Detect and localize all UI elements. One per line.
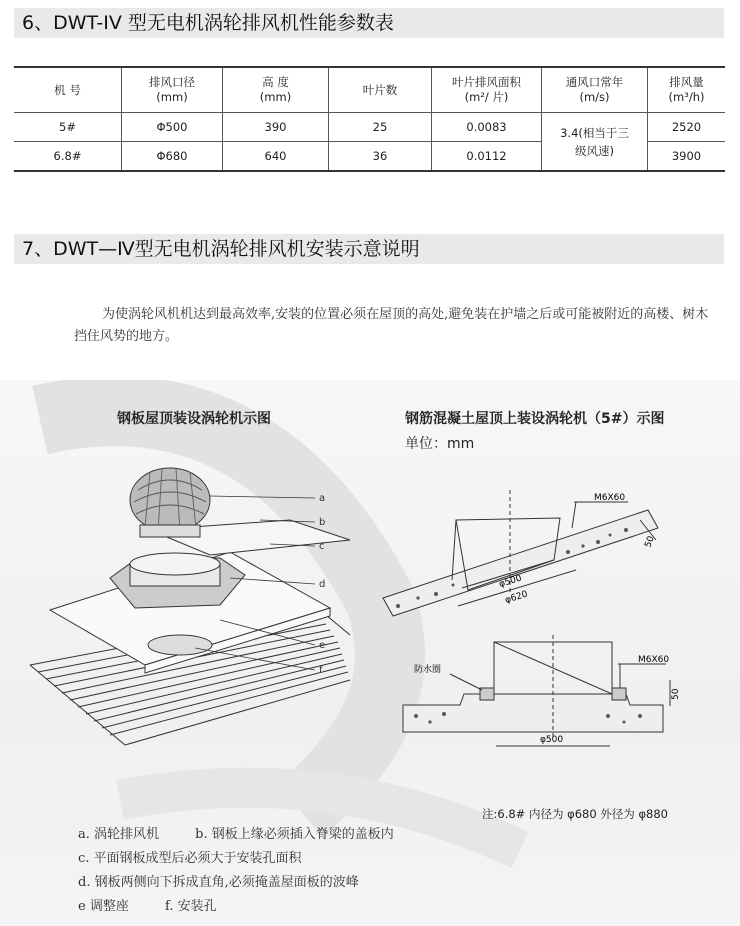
legend-a: a. 涡轮排风机 [78,827,160,842]
cell-height: 390 [223,113,329,142]
legend-b: b. 钢板上缘必须插入脊梁的盖板内 [195,827,394,842]
table-header-row [14,67,725,113]
header-height: 高 度 (mm) [223,67,329,113]
legend-e: e 调整座 [78,899,129,914]
header-diameter: 排风口径 (mm) [122,67,223,113]
slope-dim-620: φ620 [503,589,529,606]
cell-volume: 2520 [648,113,726,142]
label-f: f [319,665,323,676]
cell-blade-area: 0.0112 [432,142,542,172]
cell-diameter: Φ500 [122,113,223,142]
header-wind-speed: 通风口常年 (m/s) [542,67,648,113]
unit-label: 单位：mm [405,436,475,452]
size-note: 注:6.8# 内径为 φ680 外径为 φ880 [482,807,668,821]
adjusting-base [110,553,245,608]
section-6-title: 6、DWT-IV 型无电机涡轮排风机性能参数表 [14,8,724,38]
flat-roof-diagram [398,630,698,760]
cell-volume: 3900 [648,142,726,172]
waterproof-ring-label: 防水圈 [414,665,442,675]
turbine-ventilator [130,468,210,537]
cell-blade-area: 0.0083 [432,113,542,142]
legend-f: f. 安装孔 [164,899,217,914]
cell-wind-speed: 3.4(相当于三 级风速) [542,113,648,172]
steel-roof-diagram [20,460,360,760]
flat-bolt-label: M6X60 [638,655,670,665]
install-paragraph: 为使涡轮风机机达到最高效率,安装的位置必须在屋顶的高处,避免装在护墙之后或可能被附近的高楼、树木挡住风势的地方。 [74,307,709,344]
slope-dim-500: φ500 [497,573,523,590]
flat-dim-500: φ500 [540,735,564,745]
legend-c: c. 平面钢板成型后必须大于安装孔面积 [78,851,302,866]
cell-blades: 36 [329,142,432,172]
section-7-title: 7、DWT—Ⅳ型无电机涡轮排风机安装示意说明 [14,234,724,264]
legend-d: d. 钢板两侧向下拆成直角,必须掩盖屋面板的波峰 [78,875,359,890]
parameter-table [14,66,725,172]
label-c: c [319,541,325,552]
steel-roof-caption: 钢板屋顶装设涡轮机示图 [117,411,271,427]
flat-dim-50: 50 [671,688,681,700]
legend-row-ef [78,895,217,914]
header-blades: 叶片数 [329,67,432,113]
cell-model: 5# [14,113,122,142]
label-d: d [319,579,326,590]
cell-height: 640 [223,142,329,172]
table-row [14,113,725,142]
header-model: 机 号 [14,67,122,113]
cell-model: 6.8# [14,142,122,172]
label-b: b [319,517,326,528]
label-a: a [319,493,326,504]
header-blade-area: 叶片排风面积 (m²/ 片) [432,67,542,113]
slope-bolt-label: M6X60 [594,493,626,503]
label-e: e [319,640,326,651]
cell-diameter: Φ680 [122,142,223,172]
concrete-roof-caption: 钢筋混凝土屋顶上装设涡轮机（5#）示图 [405,411,665,427]
legend-row-ab [78,823,394,842]
sloped-roof-diagram [378,480,678,620]
header-volume: 排风量 (m³/h) [648,67,726,113]
slope-dim-50: 50 [643,534,657,550]
cell-blades: 25 [329,113,432,142]
